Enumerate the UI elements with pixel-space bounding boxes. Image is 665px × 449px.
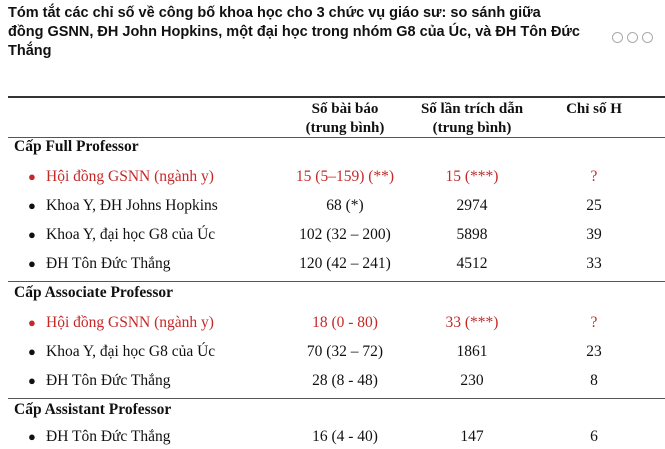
row-label: Khoa Y, ĐH Johns Hopkins [46, 197, 218, 214]
table-row [0, 369, 665, 393]
papers-value: 28 (8 - 48) [312, 372, 378, 389]
table-row [0, 194, 665, 218]
row-label: Hội đồng GSNN (ngành y) [46, 314, 214, 331]
bullet-icon: ● [28, 429, 36, 444]
hindex-value: 8 [590, 372, 598, 389]
table-row [0, 252, 665, 276]
row-label: Khoa Y, đại học G8 của Úc [46, 343, 216, 360]
header-citations-line1: Số lần trích dẫn [420, 101, 524, 117]
circle-icon [612, 32, 623, 43]
section-title-full: Cấp Full Professor [14, 138, 139, 155]
citations-value: 2974 [456, 197, 488, 214]
section-title-associate: Cấp Associate Professor [14, 284, 173, 301]
row-label: ĐH Tôn Đức Thắng [46, 428, 171, 445]
citations-value: 147 [460, 428, 484, 445]
citations-value: 5898 [456, 226, 488, 243]
header-papers [280, 100, 410, 138]
hindex-value: 6 [590, 428, 598, 445]
papers-value: 18 (0 - 80) [312, 314, 378, 331]
papers-value: 120 (42 – 241) [299, 255, 391, 272]
papers-value: 70 (32 – 72) [306, 343, 384, 360]
bullet-icon: ● [28, 227, 36, 242]
table-row [0, 311, 665, 335]
header-papers-line2: (trung bình) [305, 120, 385, 136]
bullet-icon: ● [28, 315, 36, 330]
hindex-value: 25 [586, 197, 602, 214]
section-divider [8, 281, 665, 282]
header-papers-line1: Số bài báo [311, 101, 379, 117]
hindex-value: 39 [586, 226, 602, 243]
bullet-icon: ● [28, 344, 36, 359]
hindex-value: 23 [586, 343, 602, 360]
circle-icon [642, 32, 653, 43]
bullet-icon: ● [28, 256, 36, 271]
hindex-value: 33 [586, 255, 602, 272]
row-label: ĐH Tôn Đức Thắng [46, 372, 171, 389]
header-citations [412, 100, 532, 138]
citations-value: 33 (***) [445, 314, 499, 331]
citations-value: 4512 [456, 255, 488, 272]
table-row [0, 340, 665, 364]
papers-value: 16 (4 - 40) [312, 428, 378, 445]
title-line-3: Thắng [8, 43, 52, 59]
row-label: Khoa Y, đại học G8 của Úc [46, 226, 216, 243]
table-row [0, 165, 665, 189]
table-title [8, 4, 618, 61]
citations-value: 1861 [456, 343, 488, 360]
bullet-icon: ● [28, 198, 36, 213]
row-label: Hội đồng GSNN (ngành y) [46, 168, 214, 185]
circle-icon [627, 32, 638, 43]
papers-value: 102 (32 – 200) [299, 226, 391, 243]
citations-value: 15 (***) [445, 168, 499, 185]
header-hindex [550, 100, 638, 119]
bullet-icon: ● [28, 373, 36, 388]
citations-value: 230 [460, 372, 484, 389]
hindex-value: ? [590, 314, 598, 331]
window-controls [612, 32, 653, 43]
section-divider [8, 398, 665, 399]
papers-value: 68 (*) [326, 197, 364, 214]
section-title-assistant: Cấp Assistant Professor [14, 401, 172, 418]
title-line-1: Tóm tắt các chỉ số về công bố khoa học cho 3 chức vụ giáo sư: so sánh giữa [8, 5, 541, 21]
header-hindex-label: Chỉ số H [566, 101, 622, 117]
table-row [0, 223, 665, 247]
header-citations-line2: (trung bình) [432, 120, 512, 136]
top-divider [8, 96, 665, 98]
hindex-value: ? [590, 168, 598, 185]
row-label: ĐH Tôn Đức Thắng [46, 255, 171, 272]
table-row [0, 425, 665, 449]
papers-value: 15 (5–159) (**) [295, 168, 395, 185]
bullet-icon: ● [28, 169, 36, 184]
title-line-2: đồng GSNN, ĐH John Hopkins, một đại học trong nhóm G8 của Úc, và ĐH Tôn Đức [8, 24, 580, 40]
